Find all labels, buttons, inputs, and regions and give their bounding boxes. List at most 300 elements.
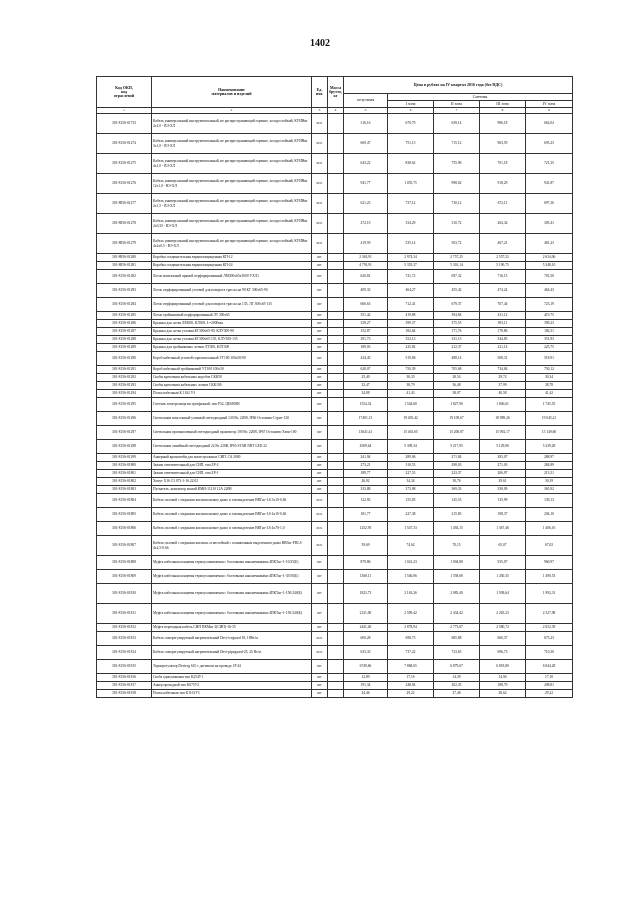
table-row: [97, 352, 573, 366]
table-row: [97, 660, 573, 674]
row-zone3-price: 18 989,26: [480, 412, 526, 426]
table-row: [97, 194, 573, 214]
row-zone3-price: 221,14: [480, 344, 526, 352]
row-code: 301-8156-01285: [97, 312, 152, 320]
row-name: Зажим ответвительный для СИП, тип ZP-1: [152, 470, 312, 478]
row-unit: шт: [312, 674, 328, 682]
row-zone2-price: 331,15: [434, 336, 480, 344]
row-zone1-price: 737,22: [388, 646, 434, 660]
row-zone1-price: 838,62: [388, 154, 434, 174]
row-unit: м.п.: [312, 234, 328, 254]
table-row: [97, 556, 573, 570]
price-table: [96, 76, 573, 698]
row-zone3-price: 707,44: [480, 298, 526, 312]
row-unit: шт: [312, 584, 328, 604]
table-row: [97, 390, 573, 398]
table-row: [97, 486, 573, 494]
header-unit: Ед. изм.: [312, 77, 328, 108]
row-release-price: 291,73: [344, 336, 388, 344]
column-index: 9: [526, 108, 573, 114]
row-code: 301-8856-01278: [97, 214, 152, 234]
row-release-price: 1554,32: [344, 398, 388, 412]
row-mass: [328, 382, 344, 390]
table-row: [97, 262, 573, 270]
row-code: 301-8156-01806: [97, 522, 152, 536]
row-zone2-price: 145,53: [434, 494, 480, 508]
row-zone3-price: 29,61: [480, 478, 526, 486]
row-unit: м.п.: [312, 154, 328, 174]
row-name: Крышка для лотка ЛМ300, КЛ300, L=2000мм: [152, 320, 312, 328]
row-zone1-price: 19 405,42: [388, 412, 434, 426]
row-mass: [328, 344, 344, 352]
row-zone4-price: 941,87: [526, 174, 573, 194]
row-release-price: 13641,41: [344, 426, 388, 440]
row-unit: шт: [312, 682, 328, 690]
row-release-price: 25,40: [344, 374, 388, 382]
row-zone2-price: 455,42: [434, 284, 480, 298]
row-zone3-price: 508,31: [480, 352, 526, 366]
column-index: 7: [434, 108, 480, 114]
row-name: Лоток тройниковый перфорированный ЛТ 300х65: [152, 312, 312, 320]
row-name: Полка кабельная тип К1161У3: [152, 690, 312, 698]
row-unit: шт: [312, 470, 328, 478]
row-zone3-price: 393,11: [480, 320, 526, 328]
row-zone3-price: 696,73: [480, 646, 526, 660]
row-zone4-price: 182,51: [526, 328, 573, 336]
row-mass: [328, 440, 344, 454]
row-zone1-price: 5 355,37: [388, 262, 434, 270]
row-zone4-price: 723,19: [526, 298, 573, 312]
row-release-price: 643,22: [344, 154, 388, 174]
row-release-price: 122,93: [344, 494, 388, 508]
row-code: 301-8156-01817: [97, 682, 152, 690]
row-zone2-price: 310,72: [434, 214, 480, 234]
row-mass: [328, 646, 344, 660]
row-name: Светильник промышленный светодиодный прожектор 100 Вт, 220В, IP67 Остоновк-Хэви-100: [152, 426, 312, 440]
row-name: Лоток перфорированный угловой для поворота трассы на 135, ЛГ 300х65-135: [152, 298, 312, 312]
row-zone2-price: 212,37: [434, 344, 480, 352]
row-zone3-price: 1 367,46: [480, 522, 526, 536]
row-zone3-price: 986,18: [480, 114, 526, 134]
row-code: 301-8156-01808: [97, 556, 152, 570]
page-number: 1402: [310, 38, 330, 49]
row-zone1-price: 698,73: [388, 632, 434, 646]
row-mass: [328, 682, 344, 690]
table-row: [97, 312, 573, 320]
row-zone3-price: 14,94: [480, 674, 526, 682]
row-zone3-price: 283,07: [480, 454, 526, 462]
row-zone4-price: 19 045,21: [526, 412, 573, 426]
row-name: Кабель силовой с медными жилами низкое дымо и газовыделение ВВГнг-LS 4х70-1,0: [152, 522, 312, 536]
row-mass: [328, 690, 344, 698]
row-zone4-price: 351,93: [526, 336, 573, 344]
row-zone2-price: 685,88: [434, 632, 480, 646]
row-name: Муфта переходная кабель СИП ПКМнг 2(СИП)-16-35: [152, 624, 312, 632]
table-row: [97, 604, 573, 624]
header-zone: I зона: [388, 101, 434, 108]
row-code: 301-8156-01816: [97, 674, 152, 682]
row-zone2-price: 223,37: [434, 470, 480, 478]
row-zone3-price: 716,15: [480, 270, 526, 284]
row-name: Кабель универсальный инструментальный, не распространяющий горение, холодостойкий, КУИНнг 2х1,0 - ВЭ-ХЛ: [152, 114, 312, 134]
row-unit: м.п.: [312, 522, 328, 536]
row-name: Терморегулятор Devireg 610 с датчиком на проводе, IP 44: [152, 660, 312, 674]
row-zone2-price: 1 492,15: [434, 522, 480, 536]
row-zone4-price: 208,81: [526, 682, 573, 690]
row-zone4-price: 481,23: [526, 234, 573, 254]
row-zone1-price: 750,39: [388, 366, 434, 374]
row-zone3-price: 5 129,80: [480, 440, 526, 454]
row-unit: м.п.: [312, 114, 328, 134]
table-row: [97, 398, 573, 412]
header-code: Код ОКП, код отраслевой: [97, 77, 152, 108]
row-code: 301-8156-01291: [97, 366, 152, 374]
row-mass: [328, 660, 344, 674]
row-release-price: 316,16: [344, 114, 388, 134]
row-code: 301-8156-01283: [97, 284, 152, 298]
row-mass: [328, 262, 344, 270]
row-name: Светильник консольный уличный светодиодный 120 Вт, 220В, IP66 Остоновк-Стрит-120: [152, 412, 312, 426]
row-zone1-price: 419,88: [388, 312, 434, 320]
row-mass: [328, 536, 344, 556]
row-zone4-price: 1 490,53: [526, 570, 573, 584]
row-unit: шт: [312, 604, 328, 624]
row-zone3-price: 271,03: [480, 462, 526, 470]
row-zone1-price: 519,06: [388, 352, 434, 366]
table-row: [97, 254, 573, 262]
column-index: 2: [152, 108, 312, 114]
row-zone3-price: 1 846,61: [480, 398, 526, 412]
table-row: [97, 508, 573, 522]
row-code: 301-8156-01811: [97, 604, 152, 624]
row-zone1-price: 399,37: [388, 320, 434, 328]
row-zone4-price: 213,51: [526, 470, 573, 478]
row-zone3-price: 1 450,35: [480, 570, 526, 584]
row-release-price: 59,69: [344, 536, 388, 556]
row-zone2-price: 2 773,67: [434, 624, 480, 632]
row-zone1-price: 29,22: [388, 690, 434, 698]
row-code: 301-8156-01274: [97, 134, 152, 154]
row-zone2-price: 298,03: [434, 462, 480, 470]
row-name: Муфта кабельная концевая термоусаживаемая с болтовыми наконечниками 4ПКТнг-1-10/25(Б): [152, 556, 312, 570]
row-release-price: 409,33: [344, 284, 388, 298]
table-row: [97, 454, 573, 462]
row-zone3-price: 672,11: [480, 194, 526, 214]
table-row: [97, 522, 573, 536]
row-zone4-price: 365,92: [526, 486, 573, 494]
row-mass: [328, 570, 344, 584]
row-zone2-price: 271,84: [434, 454, 480, 462]
row-zone4-price: 15 149,60: [526, 426, 573, 440]
row-zone1-price: 751,15: [388, 134, 434, 154]
table-row: [97, 632, 573, 646]
row-unit: шт: [312, 426, 328, 440]
row-zone2-price: 2 757,25: [434, 254, 480, 262]
row-zone3-price: 701,18: [480, 154, 526, 174]
row-zone1-price: 248,94: [388, 682, 434, 690]
row-zone3-price: 2 580,72: [480, 624, 526, 632]
row-zone1-price: 155,83: [388, 494, 434, 508]
header-estimate: Сметная: [388, 94, 573, 101]
row-zone2-price: 2 083,40: [434, 584, 480, 604]
row-zone1-price: 227,38: [388, 508, 434, 522]
row-code: 301-8856-01280: [97, 254, 152, 262]
row-zone1-price: 41,43: [388, 390, 434, 398]
row-release-price: 1823,73: [344, 584, 388, 604]
row-release-price: 17401,13: [344, 412, 388, 426]
row-unit: шт: [312, 328, 328, 336]
row-zone1-price: 17,16: [388, 674, 434, 682]
row-mass: [328, 154, 344, 174]
row-zone1-price: 741,72: [388, 270, 434, 284]
row-unit: м.п.: [312, 632, 328, 646]
row-release-price: 666,63: [344, 298, 388, 312]
row-code: 301-8156-01289: [97, 344, 152, 352]
row-zone2-price: 1 004,80: [434, 556, 480, 570]
table-row: [97, 674, 573, 682]
table-row: [97, 690, 573, 698]
row-zone3-price: 6 818,80: [480, 660, 526, 674]
row-release-price: 351,42: [344, 312, 388, 320]
table-header: [97, 77, 573, 114]
table-row: [97, 382, 573, 390]
row-zone3-price: 5 190,75: [480, 262, 526, 270]
table-row: [97, 412, 573, 426]
row-name: Кабель саморегулируемый нагревательный Devi-iceguard 18, 18Вт/м: [152, 632, 312, 646]
header-name: Наименование материалов и изделий: [152, 77, 312, 108]
row-zone4-price: 6 844,28: [526, 660, 573, 674]
row-name: Муфта кабельная концевая термоусаживаемая с болтовыми наконечниками 4ПКТнг-1-35/50(Б): [152, 570, 312, 584]
row-name: Счетчик электроэнергии трехфазный, тип Р32, ЦЕ6803В: [152, 398, 312, 412]
row-zone3-price: 264,34: [480, 214, 526, 234]
row-unit: м.п.: [312, 494, 328, 508]
row-zone2-price: 19 109,67: [434, 412, 480, 426]
row-mass: [328, 412, 344, 426]
row-code: 301-8156-01275: [97, 154, 152, 174]
row-release-price: 181,77: [344, 508, 388, 522]
row-code: 301-8156-01282: [97, 270, 152, 284]
row-name: Кабель универсальный инструментальный, не распространяющий горение, холодостойкий, КУИНнг 4х1,0 - ВЭ-ХЛ: [152, 154, 312, 174]
table-body: [97, 114, 573, 698]
row-release-price: 669,47: [344, 134, 388, 154]
row-unit: шт: [312, 412, 328, 426]
row-release-price: 628,07: [344, 366, 388, 374]
row-zone1-price: 5 309,34: [388, 440, 434, 454]
row-code: 301-8156-01297: [97, 426, 152, 440]
row-release-price: 189,77: [344, 470, 388, 478]
row-zone3-price: 474,24: [480, 284, 526, 298]
row-unit: шт: [312, 254, 328, 262]
row-zone2-price: 503,72: [434, 234, 480, 254]
row-release-price: 34,88: [344, 390, 388, 398]
row-unit: шт: [312, 486, 328, 494]
row-zone2-price: 202,35: [434, 682, 480, 690]
row-code: 301-8156-01802: [97, 478, 152, 486]
table-row: [97, 462, 573, 470]
row-release-price: 273,21: [344, 462, 388, 470]
row-zone1-price: 1 546,06: [388, 570, 434, 584]
row-zone1-price: 1 544,60: [388, 398, 434, 412]
row-zone4-price: 697,36: [526, 194, 573, 214]
row-zone1-price: 34,34: [388, 478, 434, 486]
row-zone3-price: 467,21: [480, 234, 526, 254]
row-zone4-price: 721,35: [526, 154, 573, 174]
row-zone4-price: 464,43: [526, 284, 573, 298]
table-row: [97, 336, 573, 344]
row-code: 301-8156-01800: [97, 462, 152, 470]
row-zone3-price: 135,99: [480, 494, 526, 508]
row-mass: [328, 486, 344, 494]
row-zone3-price: 411,12: [480, 312, 526, 320]
row-unit: шт: [312, 298, 328, 312]
row-zone1-price: 737,12: [388, 194, 434, 214]
row-release-price: 434,45: [344, 352, 388, 366]
row-unit: м.п.: [312, 646, 328, 660]
row-mass: [328, 494, 344, 508]
row-name: Светильник линейный светодиодный 22 Вт 220В, IP65 STAR NBT LED 22: [152, 440, 312, 454]
row-zone4-price: 5 239,28: [526, 440, 573, 454]
row-zone3-price: 935,07: [480, 556, 526, 570]
row-name: Крышка для лотка угловая КГ300х65-90, КЛУ300-90: [152, 328, 312, 336]
row-name: Полка кабельная К 1162 УЗ: [152, 390, 312, 398]
row-zone2-price: 30,76: [434, 478, 480, 486]
row-zone4-price: 38,78: [526, 382, 573, 390]
row-name: Кабель силовой с медными жилами низкое дымо и газовыделение ВВГнг-LS 4х10-0,66: [152, 508, 312, 522]
row-zone2-price: 38,97: [434, 390, 480, 398]
row-mass: [328, 320, 344, 328]
row-unit: шт: [312, 454, 328, 462]
row-unit: м.п.: [312, 134, 328, 154]
table-row: [97, 366, 573, 374]
row-release-price: 633,33: [344, 646, 388, 660]
row-zone2-price: 6 879,67: [434, 660, 480, 674]
row-zone4-price: 225,75: [526, 344, 573, 352]
table-row: [97, 298, 573, 312]
row-zone1-price: 227,53: [388, 470, 434, 478]
row-release-price: 879,86: [344, 556, 388, 570]
row-name: Кабель силовой с медными жилами низкое дымо и газовыделение ВВГнг-LS 3х10-0,66: [152, 494, 312, 508]
row-name: Зажим ответвительный для СИП, тип ZP-2: [152, 462, 312, 470]
row-zone1-price: 30,35: [388, 374, 434, 382]
row-mass: [328, 390, 344, 398]
table-row: [97, 154, 573, 174]
row-zone4-price: 662,04: [526, 114, 573, 134]
row-zone2-price: 1 558,68: [434, 570, 480, 584]
row-mass: [328, 134, 344, 154]
row-release-price: 272,10: [344, 214, 388, 234]
row-name: Кабель универсальный инструментальный, не распространяющий горение, холодостойкий, КУИНнг 12х1,0 - ВЭ-ХЛ: [152, 174, 312, 194]
row-zone2-price: 36,48: [434, 382, 480, 390]
row-zone1-price: 7 868,65: [388, 660, 434, 674]
row-release-price: 600,28: [344, 632, 388, 646]
row-name: Хомут Х16 СЗ 073-1-16.22.02: [152, 478, 312, 486]
row-mass: [328, 674, 344, 682]
row-release-price: 620,81: [344, 270, 388, 284]
row-unit: шт: [312, 374, 328, 382]
row-zone3-price: 198,37: [480, 508, 526, 522]
row-code: 301-8156-01296: [97, 412, 152, 426]
row-release-price: 189,03: [344, 344, 388, 352]
row-release-price: 2121,00: [344, 604, 388, 624]
table-row: [97, 374, 573, 382]
row-zone4-price: 693,23: [526, 134, 573, 154]
row-mass: [328, 522, 344, 536]
row-zone3-price: 660,37: [480, 632, 526, 646]
row-zone1-price: 1 041,23: [388, 556, 434, 570]
row-zone2-price: 998,02: [434, 174, 480, 194]
column-index: 4: [328, 108, 344, 114]
row-unit: шт: [312, 570, 328, 584]
row-zone2-price: 15 200,87: [434, 426, 480, 440]
row-zone3-price: 2 265,23: [480, 604, 526, 624]
row-zone3-price: 28,62: [480, 690, 526, 698]
row-code: 301-8156-01294: [97, 390, 152, 398]
table-row: [97, 320, 573, 328]
row-zone1-price: 352,13: [388, 336, 434, 344]
row-unit: шт: [312, 462, 328, 470]
row-code: 301-8156-01733: [97, 114, 152, 134]
column-index: 3: [312, 108, 328, 114]
row-release-price: 333,88: [344, 486, 388, 494]
row-zone4-price: 419,75: [526, 312, 573, 320]
table-row: [97, 494, 573, 508]
row-unit: шт: [312, 312, 328, 320]
row-zone2-price: 715,12: [434, 134, 480, 154]
row-mass: [328, 556, 344, 570]
table-row: [97, 214, 573, 234]
row-zone4-price: 701,50: [526, 270, 573, 284]
row-name: Коробка соединительная взрывозащищенная КП-24: [152, 262, 312, 270]
row-name: Скобы крепления кабельных лотков СКК100: [152, 382, 312, 390]
row-zone4-price: 960,97: [526, 556, 573, 570]
table-row: [97, 234, 573, 254]
row-mass: [328, 234, 344, 254]
row-zone2-price: 14,39: [434, 674, 480, 682]
row-release-price: 1368,11: [344, 570, 388, 584]
row-zone3-price: 37,99: [480, 382, 526, 390]
row-unit: шт: [312, 660, 328, 674]
row-mass: [328, 632, 344, 646]
table-row: [97, 270, 573, 284]
row-zone1-price: 38,79: [388, 382, 434, 390]
header-release: отпускная: [344, 94, 388, 108]
header-zone: III зона: [480, 101, 526, 108]
row-unit: шт: [312, 366, 328, 374]
table-row: [97, 174, 573, 194]
row-unit: шт: [312, 262, 328, 270]
row-zone3-price: 918,29: [480, 174, 526, 194]
row-code: 301-8856-01277: [97, 194, 152, 214]
row-zone2-price: 1 827,96: [434, 398, 480, 412]
row-mass: [328, 584, 344, 604]
table-row: [97, 570, 573, 584]
table-row: [97, 426, 573, 440]
row-code: 301-8156-01293: [97, 382, 152, 390]
row-zone4-price: 399,23: [526, 320, 573, 328]
table-row: [97, 344, 573, 352]
row-name: Кабель универсальный инструментальный, не распространяющий горение, холодостойкий, КУИНнг 2х0,35 - ВЭ-ХЛ: [152, 214, 312, 234]
row-code: 301-8156-01295: [97, 398, 152, 412]
row-unit: м.п.: [312, 174, 328, 194]
row-code: 301-8156-01292: [97, 374, 152, 382]
row-zone1-price: 15 463,65: [388, 426, 434, 440]
row-zone2-price: 394,84: [434, 312, 480, 320]
table-row: [97, 284, 573, 298]
row-code: 301-8156-01807: [97, 536, 152, 556]
row-mass: [328, 336, 344, 344]
header-zone: IV зона: [526, 101, 573, 108]
row-zone4-price: 750,12: [526, 366, 573, 374]
